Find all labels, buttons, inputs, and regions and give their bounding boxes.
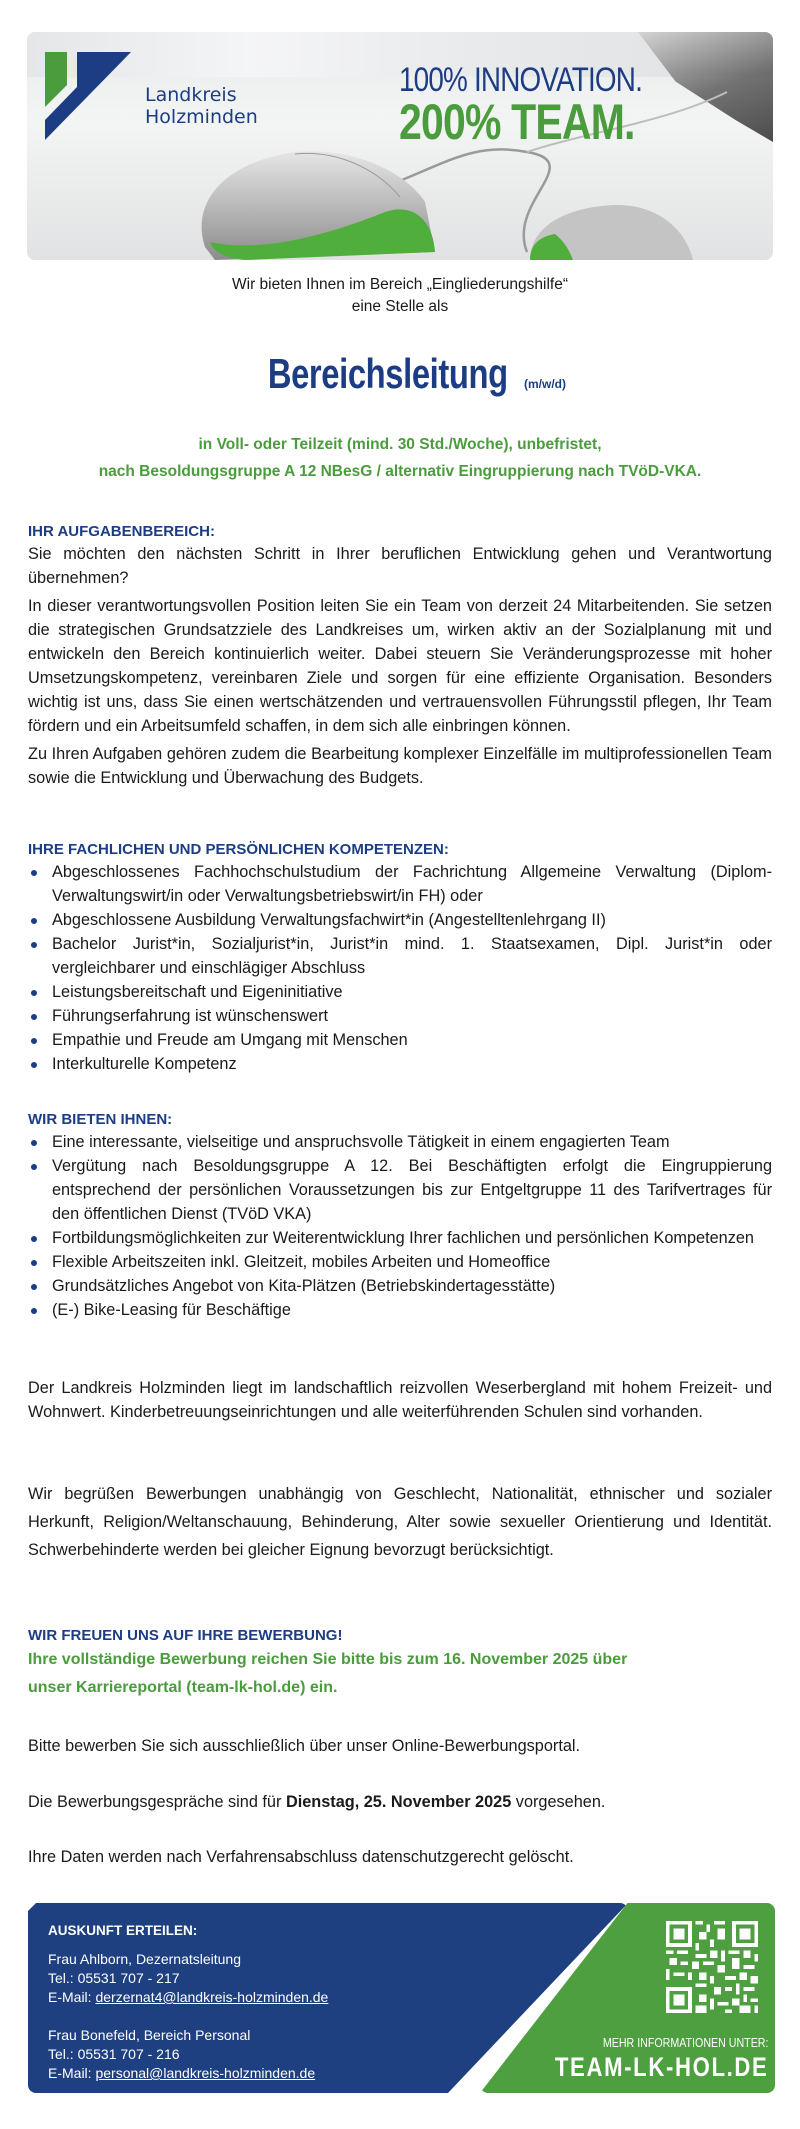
slogan-line-1: 100% INNOVATION. <box>399 61 643 99</box>
email-link-ahlborn[interactable]: derzernat4@landkreis-holzminden.de <box>95 1989 329 2005</box>
contact-ahlborn <box>48 1950 328 2007</box>
list-item: Eine interessante, vielseitige und anspruchsvolle Tätigkeit in einem engagierten Team <box>28 1130 772 1154</box>
job-conditions <box>0 431 800 485</box>
intro-line-2: eine Stelle als <box>351 298 449 315</box>
privacy-note <box>28 1845 772 1869</box>
contact-bonefeld <box>48 2026 328 2083</box>
list-item: Interkulturelle Kompetenz <box>28 1052 772 1076</box>
offer-list <box>28 1130 772 1322</box>
email-link-bonefeld[interactable]: personal@landkreis-holzminden.de <box>95 2065 316 2081</box>
list-item: Leistungsbereitschaft und Eigeninitiative <box>28 980 772 1004</box>
contact-heading: AUSKUNFT ERTEILEN: <box>48 1923 198 1938</box>
section-competencies <box>28 840 772 1076</box>
section-heading-application: WIR FREUEN UNS AUF IHRE BEWERBUNG! <box>28 1627 343 1644</box>
gender-tag: (m/w/d) <box>524 377 567 391</box>
list-item: Bachelor Jurist*in, Sozialjurist*in, Jurist*in mind. 1. Staatsexamen, Dipl. Jurist*in oder vergleichbarer und einschlägiger Abschluss <box>28 932 772 980</box>
deadline-line-2: unser Karriereportal (team-lk-hol.de) ein. <box>28 1679 338 1696</box>
logo-line-1: Landkreis <box>145 84 237 106</box>
more-info <box>508 2035 768 2083</box>
list-item: Grundsätzliches Angebot von Kita-Plätzen (Betriebskindertagesstätte) <box>28 1274 772 1298</box>
tasks-paragraph-2: In dieser verantwortungsvollen Position leiten Sie ein Team von derzeit 24 Mitarbeitenden. Sie setzen die strategischen Grundsatzziele des Landkreises um, wirken aktiv an der Sozialplanung mit und entwickeln den Bereich kontinuierlich weiter. Dabei steuern Sie Veränderungsprozesse mit hoher Umsetzungskompetenz, vereinbaren Ziele und sorgen für eine effiziente Organisation. Besonders wichtig ist uns, dass Sie einen wertschätzenden und vertrauensvollen Führungsstil pflegen, Ihr Team fördern und ein Arbeitsumfeld schaffen, in dem sich alle einbringen können. <box>28 597 772 735</box>
email-label: E-Mail: <box>48 2065 96 2081</box>
intro-line-1: Wir bieten Ihnen im Bereich „Eingliederungshilfe“ <box>232 276 568 293</box>
interview-suffix: vorgesehen. <box>511 1793 606 1811</box>
section-tasks <box>28 522 772 790</box>
conditions-line-2: nach Besoldungsgruppe A 12 NBesG / alternativ Eingruppierung nach TVöD-VKA. <box>98 463 702 480</box>
section-heading-competencies: IHRE FACHLICHEN UND PERSÖNLICHEN KOMPETENZEN: <box>28 841 449 858</box>
mouse-image-left <box>185 142 445 260</box>
list-item: Führungserfahrung ist wünschenswert <box>28 1004 772 1028</box>
slogan-line-2: 200% TEAM. <box>399 94 635 150</box>
qr-code-icon[interactable] <box>666 1921 758 2013</box>
conditions-line-1: in Voll- oder Teilzeit (mind. 30 Std./Woche), unbefristet, <box>198 436 602 453</box>
portal-note-text: Bitte bewerben Sie sich ausschließlich über unser Online-Bewerbungsportal. <box>28 1737 581 1755</box>
list-item: Empathie und Freude am Umgang mit Menschen <box>28 1028 772 1052</box>
section-offer <box>28 1110 772 1322</box>
deadline-line-1: Ihre vollständige Bewerbung reichen Sie bitte bis zum 16. November 2025 über <box>28 1651 628 1668</box>
interview-prefix: Die Bewerbungsgespräche sind für <box>28 1793 286 1811</box>
website-link[interactable]: TEAM-LK-HOL.DE <box>554 2052 768 2082</box>
contact-phone: Tel.: 05531 707 - 216 <box>48 2046 180 2062</box>
contact-info <box>48 1921 328 2083</box>
tasks-paragraph-1: Sie möchten den nächsten Schritt in Ihrer beruflichen Entwicklung gehen und Verantwortung übernehmen? <box>28 545 772 587</box>
landkreis-logo-icon <box>45 52 155 142</box>
section-heading-offer: WIR BIETEN IHNEN: <box>28 1111 173 1128</box>
portal-note <box>28 1734 772 1758</box>
more-info-label: MEHR INFORMATIONEN UNTER: <box>602 2035 768 2050</box>
job-title-text: Bereichsleitung <box>267 350 508 397</box>
intro-text <box>0 274 800 318</box>
logo-wordmark <box>145 84 258 128</box>
banner-slogan <box>399 61 695 150</box>
list-item: Flexible Arbeitszeiten inkl. Gleitzeit, mobiles Arbeiten und Homeoffice <box>28 1250 772 1274</box>
section-heading-tasks: IHR AUFGABENBEREICH: <box>28 523 215 540</box>
list-item: Fortbildungsmöglichkeiten zur Weiterentwicklung Ihrer fachlichen und persönlichen Kompetenzen <box>28 1226 772 1250</box>
contact-name: Frau Bonefeld, Bereich Personal <box>48 2027 251 2043</box>
list-item: Abgeschlossene Ausbildung Verwaltungsfachwirt*in (Angestelltenlehrgang II) <box>28 908 772 932</box>
interview-date: Dienstag, 25. November 2025 <box>285 1793 512 1811</box>
contact-phone: Tel.: 05531 707 - 217 <box>48 1970 180 1986</box>
tasks-paragraph-3: Zu Ihren Aufgaben gehören zudem die Bearbeitung komplexer Einzelfälle im multiprofessionellen Team sowie die Entwicklung und Überwachung des Budgets. <box>28 745 772 787</box>
contact-name: Frau Ahlborn, Dezernatsleitung <box>48 1951 241 1967</box>
diversity-text: Wir begrüßen Bewerbungen unabhängig von Geschlecht, Nationalität, ethnischer und sozialer Herkunft, Religion/Weltanschauung, Behinderung, Alter sowie sexueller Orientierung und Identität. Schwerbehinderte werden bei gleicher Eignung bevorzugt berücksichtigt. <box>28 1485 772 1559</box>
mouse-image-right <box>525 202 695 260</box>
list-item: Abgeschlossenes Fachhochschulstudium der Fachrichtung Allgemeine Verwaltung (Diplom-Verwaltungswirt/in oder Verwaltungsbetriebswirt/in FH) oder <box>28 860 772 908</box>
region-text: Der Landkreis Holzminden liegt im landschaftlich reizvollen Weserbergland mit hohem Freizeit- und Wohnwert. Kinderbetreuungseinrichtungen und alle weiterführenden Schulen sind vorhanden. <box>28 1379 772 1421</box>
logo-line-2: Holzminden <box>145 106 258 128</box>
privacy-note-text: Ihre Daten werden nach Verfahrensabschluss datenschutzgerecht gelöscht. <box>28 1848 574 1866</box>
section-application <box>28 1626 772 1702</box>
competencies-list <box>28 860 772 1076</box>
header-banner <box>27 32 773 260</box>
job-title <box>0 350 800 398</box>
list-item: (E-) Bike-Leasing für Beschäftige <box>28 1298 772 1322</box>
list-item: Vergütung nach Besoldungsgruppe A 12. Bei Beschäftigten erfolgt die Eingruppierung entsprechend der persönlichen Voraussetzungen bis zur Entgeltgruppe 11 des Tarifvertrages für den öffentlichen Dienst (TVöD VKA) <box>28 1154 772 1226</box>
section-diversity <box>28 1480 772 1564</box>
email-label: E-Mail: <box>48 1989 96 2005</box>
interview-note <box>28 1790 772 1814</box>
section-region <box>28 1376 772 1424</box>
